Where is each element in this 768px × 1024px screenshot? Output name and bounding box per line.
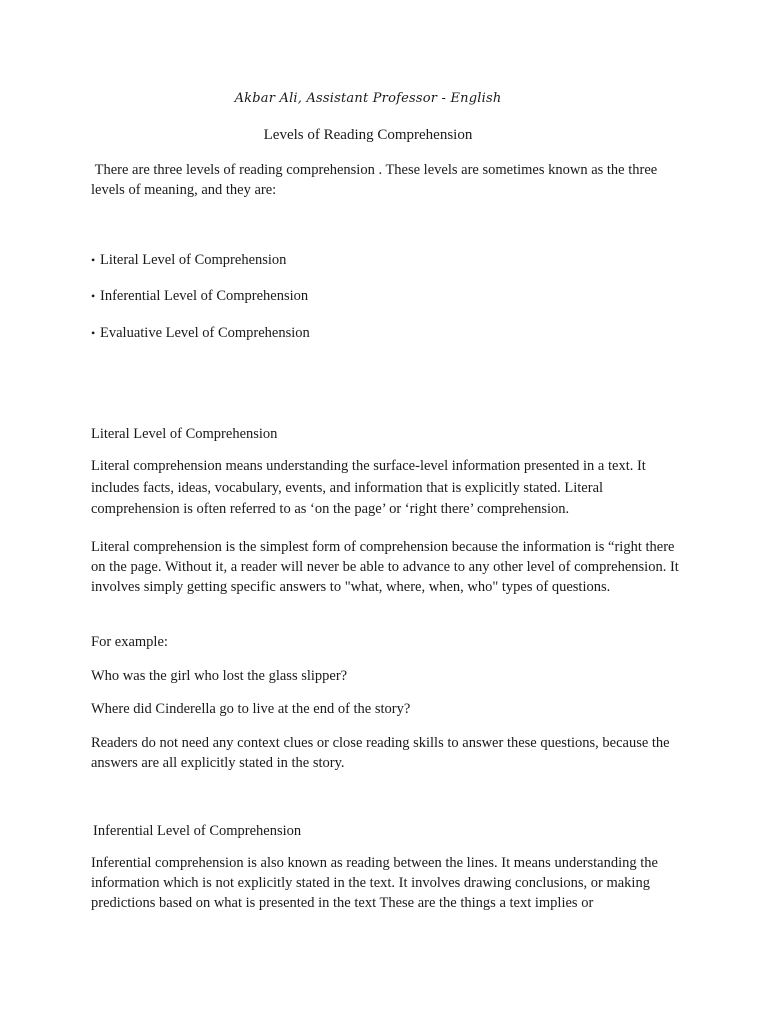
example-label: For example: xyxy=(91,634,168,650)
level-list-item xyxy=(91,323,310,343)
intro-paragraph xyxy=(91,160,691,200)
example-question-1: Who was the girl who lost the glass slipper? xyxy=(91,668,348,684)
example-question-2: Where did Cinderella go to live at the end of the story? xyxy=(91,701,411,717)
level-list-label: Literal Level of Comprehension xyxy=(100,252,287,268)
intro-text: There are three levels of reading comprehension . These levels are sometimes known as the three levels of meaning, and they are: xyxy=(91,162,658,198)
level-list-label: Inferential Level of Comprehension xyxy=(100,288,309,304)
bullet-icon: • xyxy=(91,289,96,303)
author-line: Akbar Ali, Assistant Professor - English xyxy=(234,91,502,106)
level-list-label: Evaluative Level of Comprehension xyxy=(100,325,310,341)
bullet-icon: • xyxy=(91,326,96,340)
bullet-icon: • xyxy=(91,253,96,267)
literal-paragraph-1: Literal comprehension means understanding the surface-level information presented in a text. It includes facts, ideas, vocabulary, events, and information that is explicitly stated. Literal comprehension is often referred to as ‘on the page’ or ‘right there’ comprehension. xyxy=(91,458,646,517)
section-heading-inferential: Inferential Level of Comprehension xyxy=(93,823,302,839)
literal-paragraph-2: Literal comprehension is the simplest form of comprehension because the information is “right there on the page. Without it, a reader will never be able to advance to any other level of comprehension. It involves simply getting specific answers to "what, where, when, who" types of questions. xyxy=(91,539,679,595)
level-list-item xyxy=(91,250,286,270)
literal-paragraph-3: Readers do not need any context clues or close reading skills to answer these questions, because the answers are all explicitly stated in the story. xyxy=(91,735,670,771)
inferential-paragraph-1: Inferential comprehension is also known as reading between the lines. It means understanding the information which is not explicitly stated in the text. It involves drawing conclusions, or making predictions based on what is presented in the text These are the things a text implies or xyxy=(91,855,658,911)
level-list-item xyxy=(91,286,308,306)
document-title: Levels of Reading Comprehension xyxy=(263,127,473,143)
section-heading-literal: Literal Level of Comprehension xyxy=(91,426,278,442)
